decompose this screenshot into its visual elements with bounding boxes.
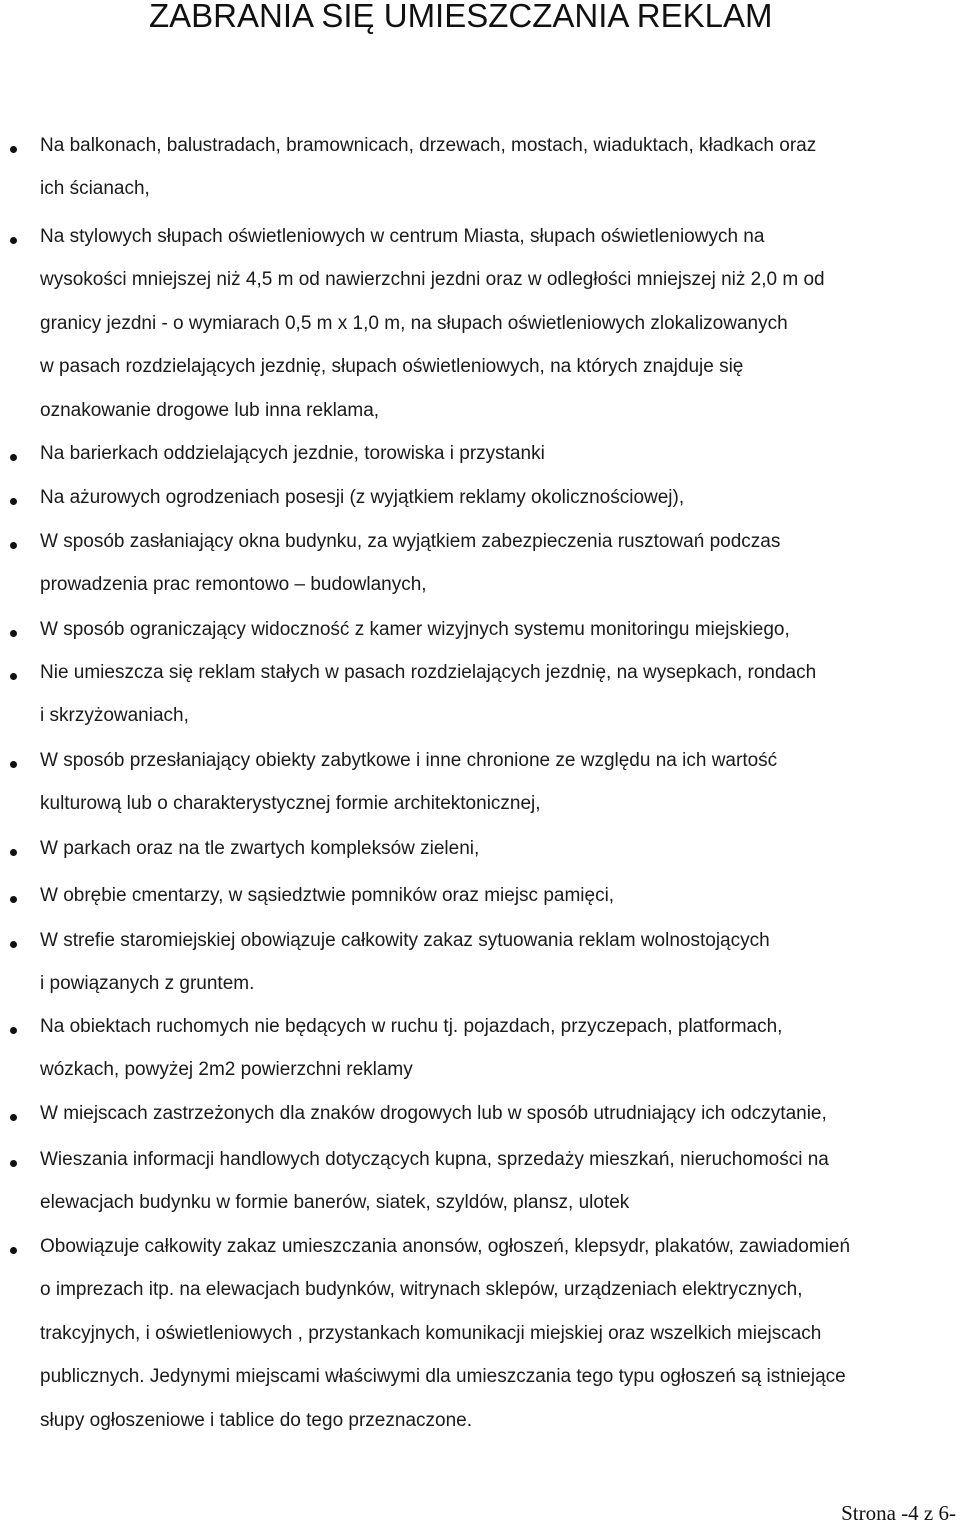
bullet-icon xyxy=(10,673,17,680)
list-item-text-line: publicznych. Jedynymi miejscami właściwymi dla umieszczania tego typu ogłoszeń są istniejące xyxy=(40,1366,846,1387)
list-item-text-line: Na barierkach oddzielających jezdnie, torowiska i przystanki xyxy=(40,443,545,464)
list-item-text-line: W sposób ograniczający widoczność z kamer wizyjnych systemu monitoringu miejskiego, xyxy=(40,619,790,640)
page-number: Strona -4 z 6- xyxy=(841,1501,956,1525)
list-item-text-line: Na balkonach, balustradach, bramownicach, drzewach, mostach, wiaduktach, kładkach oraz xyxy=(40,135,817,156)
list-item-text-line: W sposób zasłaniający okna budynku, za wyjątkiem zabezpieczenia rusztowań podczas xyxy=(40,531,781,552)
list-item-text-line: elewacjach budynku w formie banerów, siatek, szyldów, plansz, ulotek xyxy=(40,1192,630,1213)
list-item-text-line: prowadzenia prac remontowo – budowlanych, xyxy=(40,574,427,595)
list-item-text-line: Nie umieszcza się reklam stałych w pasach rozdzielających jezdnię, na wysepkach, rondach xyxy=(40,662,817,683)
list-item-text-line: Obowiązuje całkowity zakaz umieszczania anonsów, ogłoszeń, klepsydr, plakatów, zawiadomień xyxy=(40,1236,851,1257)
list-item-text-line: w pasach rozdzielających jezdnię, słupach oświetleniowych, na których znajduje się xyxy=(40,356,744,377)
bullet-icon xyxy=(10,941,17,948)
list-item-text-line: Na ażurowych ogrodzeniach posesji (z wyjątkiem reklamy okolicznościowej), xyxy=(40,487,685,508)
bullet-icon xyxy=(10,849,17,856)
list-item-text-line: W sposób przesłaniający obiekty zabytkowe i inne chronione ze względu na ich wartość xyxy=(40,750,778,771)
bullet-icon xyxy=(10,1114,17,1121)
list-item-text-line: Wieszania informacji handlowych dotyczących kupna, sprzedaży mieszkań, nieruchomości na xyxy=(40,1149,829,1170)
list-item-text-line: o imprezach itp. na elewacjach budynków, witrynach sklepów, urządzeniach elektrycznych, xyxy=(40,1279,803,1300)
bullet-icon xyxy=(10,498,17,505)
bullet-icon xyxy=(10,237,17,244)
list-item-text-line: i skrzyżowaniach, xyxy=(40,705,189,726)
bullet-icon xyxy=(10,896,17,903)
page-title: ZABRANIA SIĘ UMIESZCZANIA REKLAM xyxy=(149,0,773,34)
bullet-icon xyxy=(10,1027,17,1034)
bullet-icon xyxy=(10,1247,17,1254)
list-item-text-line: W miejscach zastrzeżonych dla znaków drogowych lub w sposób utrudniający ich odczytanie, xyxy=(40,1103,827,1124)
list-item-text-line: słupy ogłoszeniowe i tablice do tego przeznaczone. xyxy=(40,1410,472,1431)
bullet-icon xyxy=(10,630,17,637)
list-item-text-line: W strefie staromiejskiej obowiązuje całkowity zakaz sytuowania reklam wolnostojących xyxy=(40,930,770,951)
bullet-icon xyxy=(10,1160,17,1167)
list-item-text-line: oznakowanie drogowe lub inna reklama, xyxy=(40,400,380,421)
list-item-text-line: W parkach oraz na tle zwartych kompleksów zieleni, xyxy=(40,838,480,859)
bullet-icon xyxy=(10,146,17,153)
list-item-text-line: W obrębie cmentarzy, w sąsiedztwie pomników oraz miejsc pamięci, xyxy=(40,885,615,906)
list-item-text-line: wysokości mniejszej niż 4,5 m od nawierzchni jezdni oraz w odległości mniejszej niż 2,0 m od xyxy=(40,269,825,290)
list-item-text-line: ich ścianach, xyxy=(40,178,150,199)
list-item-text-line: Na obiektach ruchomych nie będących w ruchu tj. pojazdach, przyczepach, platformach, xyxy=(40,1016,783,1037)
list-item-text-line: kulturową lub o charakterystycznej formie architektonicznej, xyxy=(40,793,541,814)
list-item-text-line: granicy jezdni - o wymiarach 0,5 m x 1,0 m, na słupach oświetleniowych zlokalizowanych xyxy=(40,313,788,334)
list-item-text-line: trakcyjnych, i oświetleniowych , przystankach komunikacji miejskiej oraz wszelkich miejscach xyxy=(40,1323,822,1344)
list-item-text-line: i powiązanych z gruntem. xyxy=(40,973,255,994)
bullet-icon xyxy=(10,454,17,461)
list-item-text-line: Na stylowych słupach oświetleniowych w centrum Miasta, słupach oświetleniowych na xyxy=(40,226,765,247)
bullet-icon xyxy=(10,542,17,549)
list-item-text-line: wózkach, powyżej 2m2 powierzchni reklamy xyxy=(40,1059,413,1080)
bullet-icon xyxy=(10,761,17,768)
